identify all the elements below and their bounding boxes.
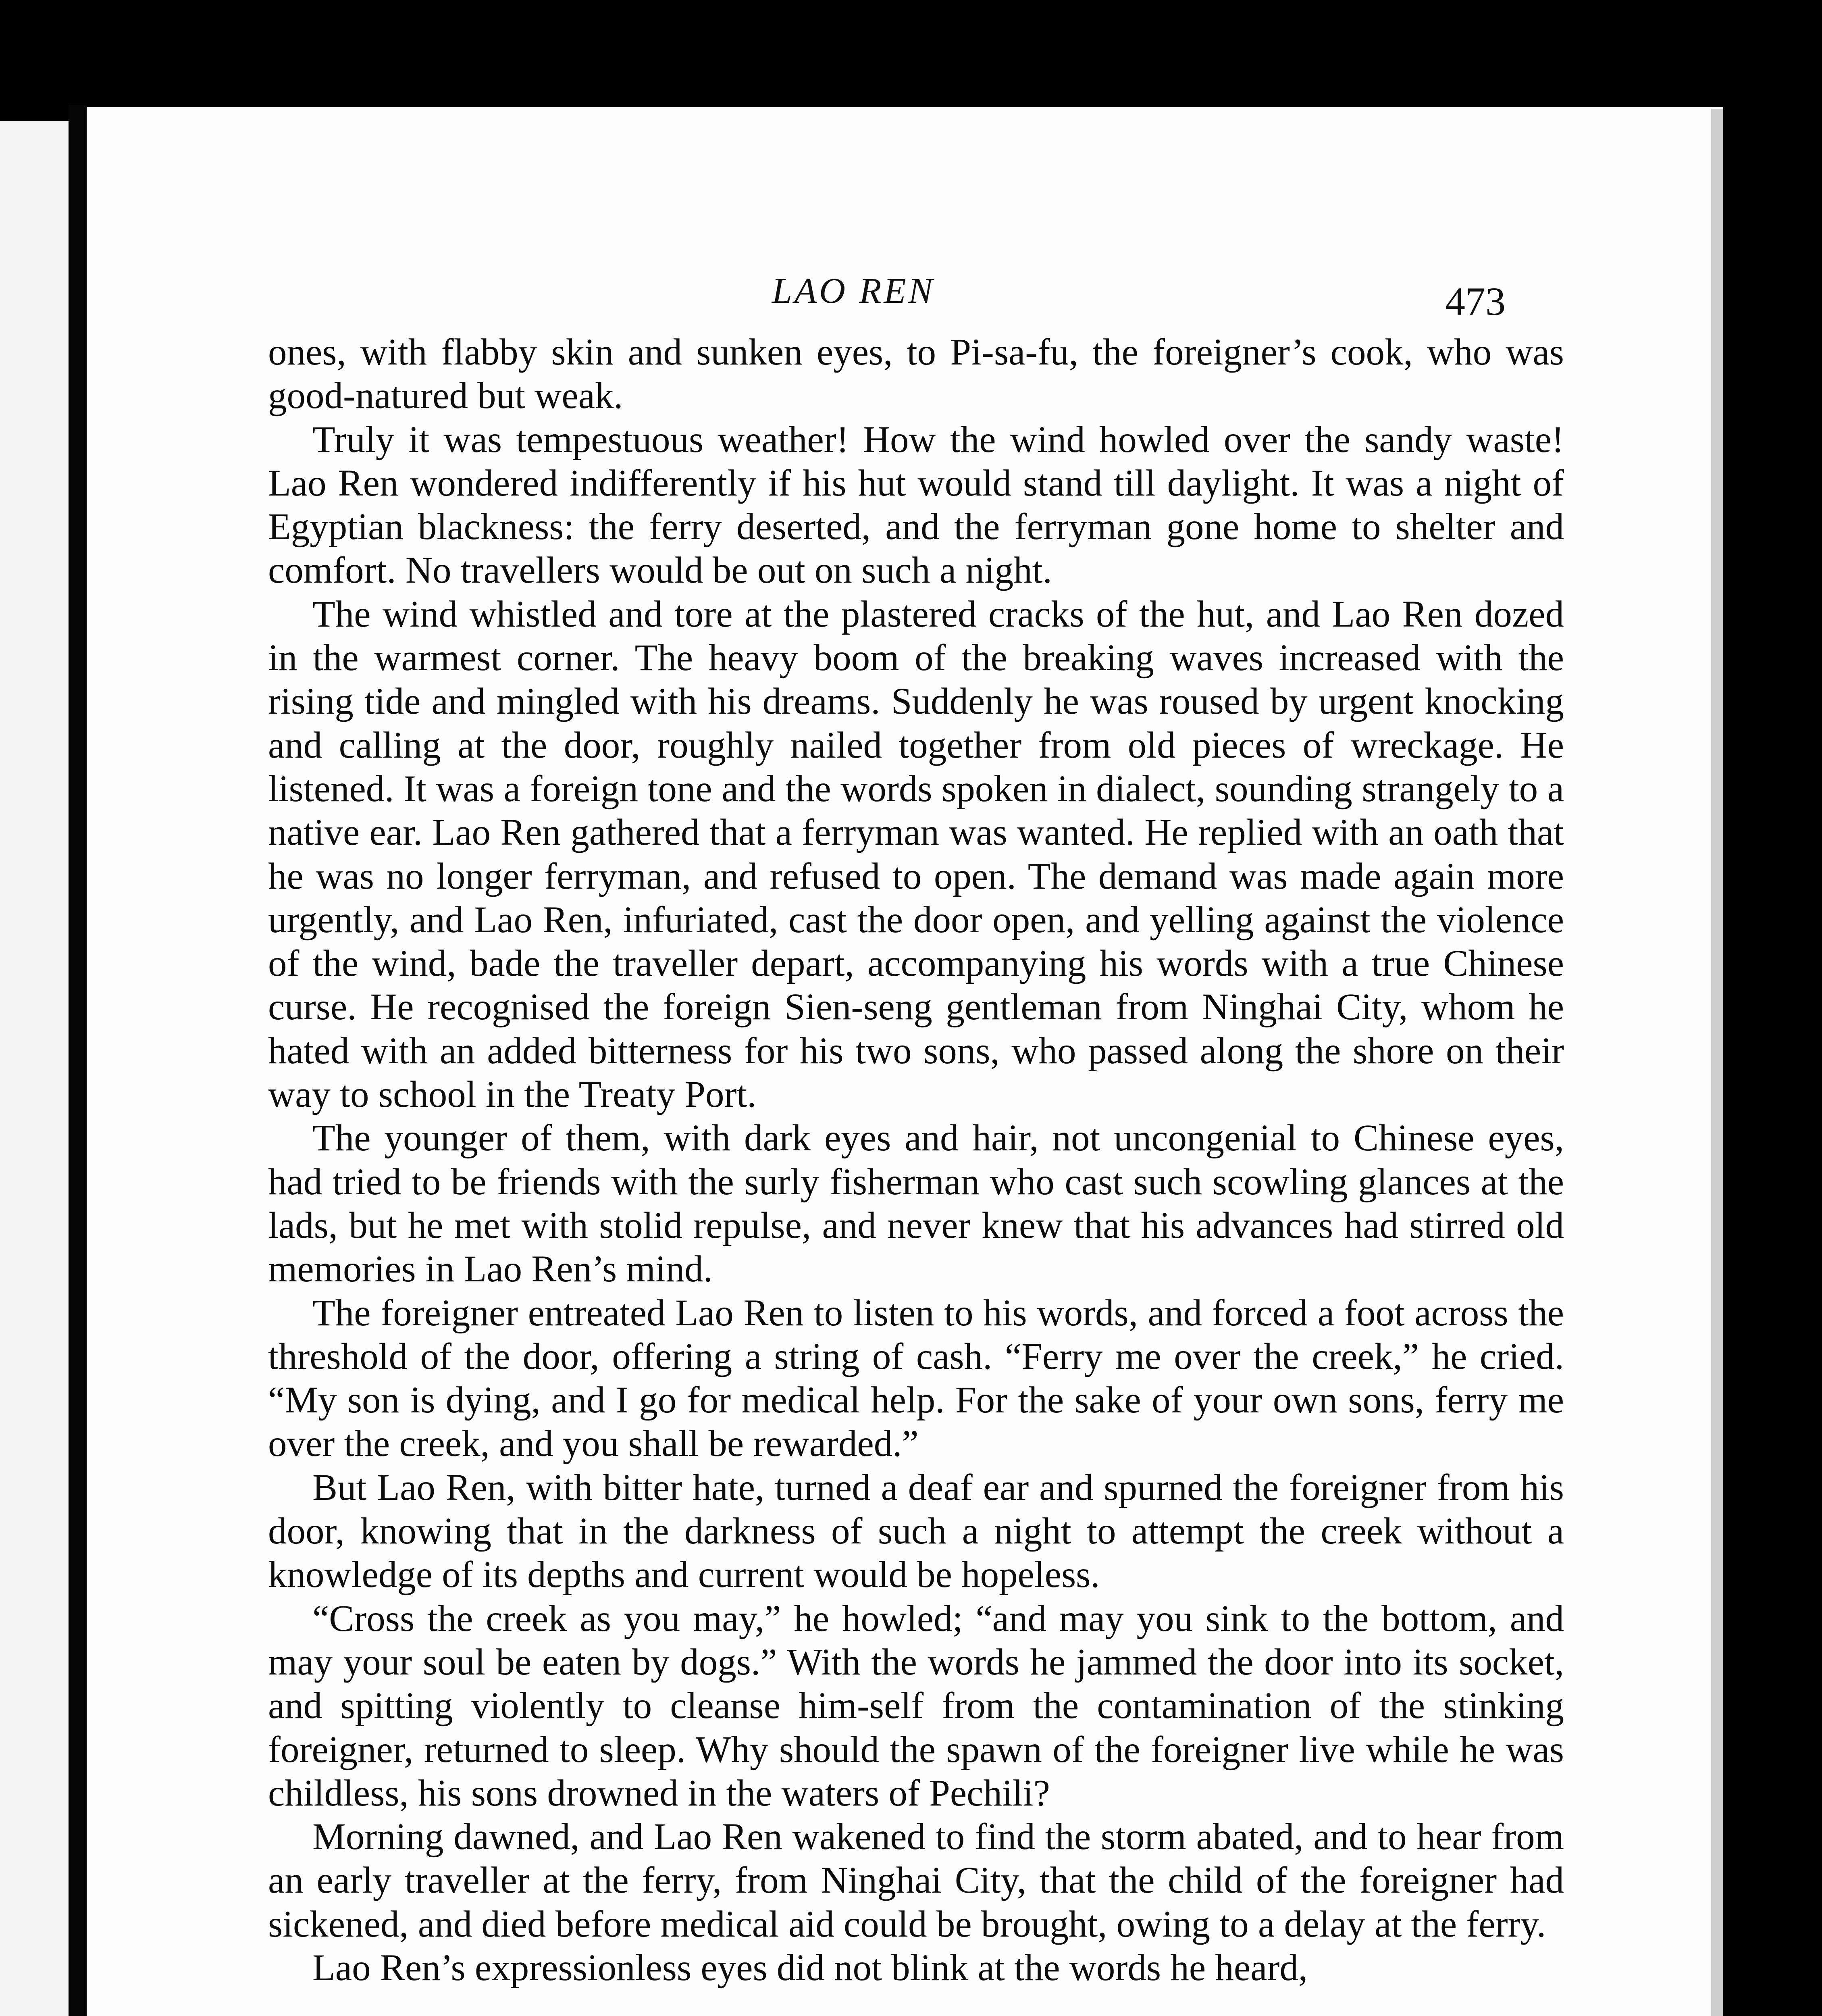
paragraph: But Lao Ren, with bitter hate, turned a deaf ear and spurned the foreigner from his door, knowing that in the darkness of such a night to attempt the creek without a knowledge of its depths and current would be hopeless. — [268, 1466, 1564, 1596]
body-text — [268, 331, 1564, 1990]
paragraph: ones, with flabby skin and sunken eyes, to Pi-sa-fu, the foreigner’s cook, who was good-natured but weak. — [268, 331, 1564, 417]
book-page — [87, 107, 1723, 2016]
previous-page-edge — [0, 121, 69, 2016]
paragraph: The wind whistled and tore at the plastered cracks of the hut, and Lao Ren dozed in the warmest corner. The heavy boom of the breaking waves increased with the rising tide and mingled with his dreams. Suddenly he was roused by urgent knocking and calling at the door, roughly nailed together from old pieces of wreckage. He listened. It was a foreign tone and the words spoken in dialect, sounding strangely to a native ear. Lao Ren gathered that a ferryman was wanted. He replied with an oath that he was no longer ferryman, and refused to open. The demand was made again more urgently, and Lao Ren, infuriated, cast the door open, and yelling against the violence of the wind, bade the traveller depart, accompanying his words with a true Chinese curse. He recognised the foreign Sien-seng gentleman from Ninghai City, whom he hated with an added bitterness for his two sons, who passed along the shore on their way to school in the Treaty Port. — [268, 593, 1564, 1116]
page-header — [87, 270, 1723, 327]
paragraph: The younger of them, with dark eyes and hair, not uncongenial to Chinese eyes, had tried to be friends with the surly fisherman who cast such scowling glances at the lads, but he met with stolid repulse, and never knew that his advances had stirred old memories in Lao Ren’s mind. — [268, 1117, 1564, 1290]
paragraph: The foreigner entreated Lao Ren to listen to his words, and forced a foot across the threshold of the door, offering a string of cash. “Ferry me over the creek,” he cried. “My son is dying, and I go for medical help. For the sake of your own sons, ferry me over the creek, and you shall be rewarded.” — [268, 1292, 1564, 1465]
paragraph: Morning dawned, and Lao Ren wakened to find the storm abated, and to hear from an early traveller at the ferry, from Ninghai City, that the child of the foreigner had sickened, and died before medical aid could be brought, owing to a delay at the ferry. — [268, 1816, 1564, 1945]
book-gutter — [69, 105, 87, 2016]
page-edge — [1711, 109, 1723, 2016]
page-number: 473 — [1445, 279, 1506, 324]
running-title: LAO REN — [772, 271, 935, 311]
paragraph: Lao Ren’s expressionless eyes did not blink at the words he heard, — [312, 1947, 1308, 1989]
paragraph: Truly it was tempestuous weather! How the wind howled over the sandy waste! Lao Ren wondered indifferently if his hut would stand till daylight. It was a night of Egyptian blackness: the ferry deserted, and the ferryman gone home to shelter and comfort. No travellers would be out on such a night. — [268, 419, 1564, 591]
paragraph: “Cross the creek as you may,” he howled; “and may you sink to the bottom, and may your soul be eaten by dogs.” With the words he jammed the door into its socket, and spitting violently to cleanse him-self from the contamination of the stinking foreigner, returned to sleep. Why should the spawn of the foreigner live while he was childless, his sons drowned in the waters of Pechili? — [268, 1597, 1564, 1814]
